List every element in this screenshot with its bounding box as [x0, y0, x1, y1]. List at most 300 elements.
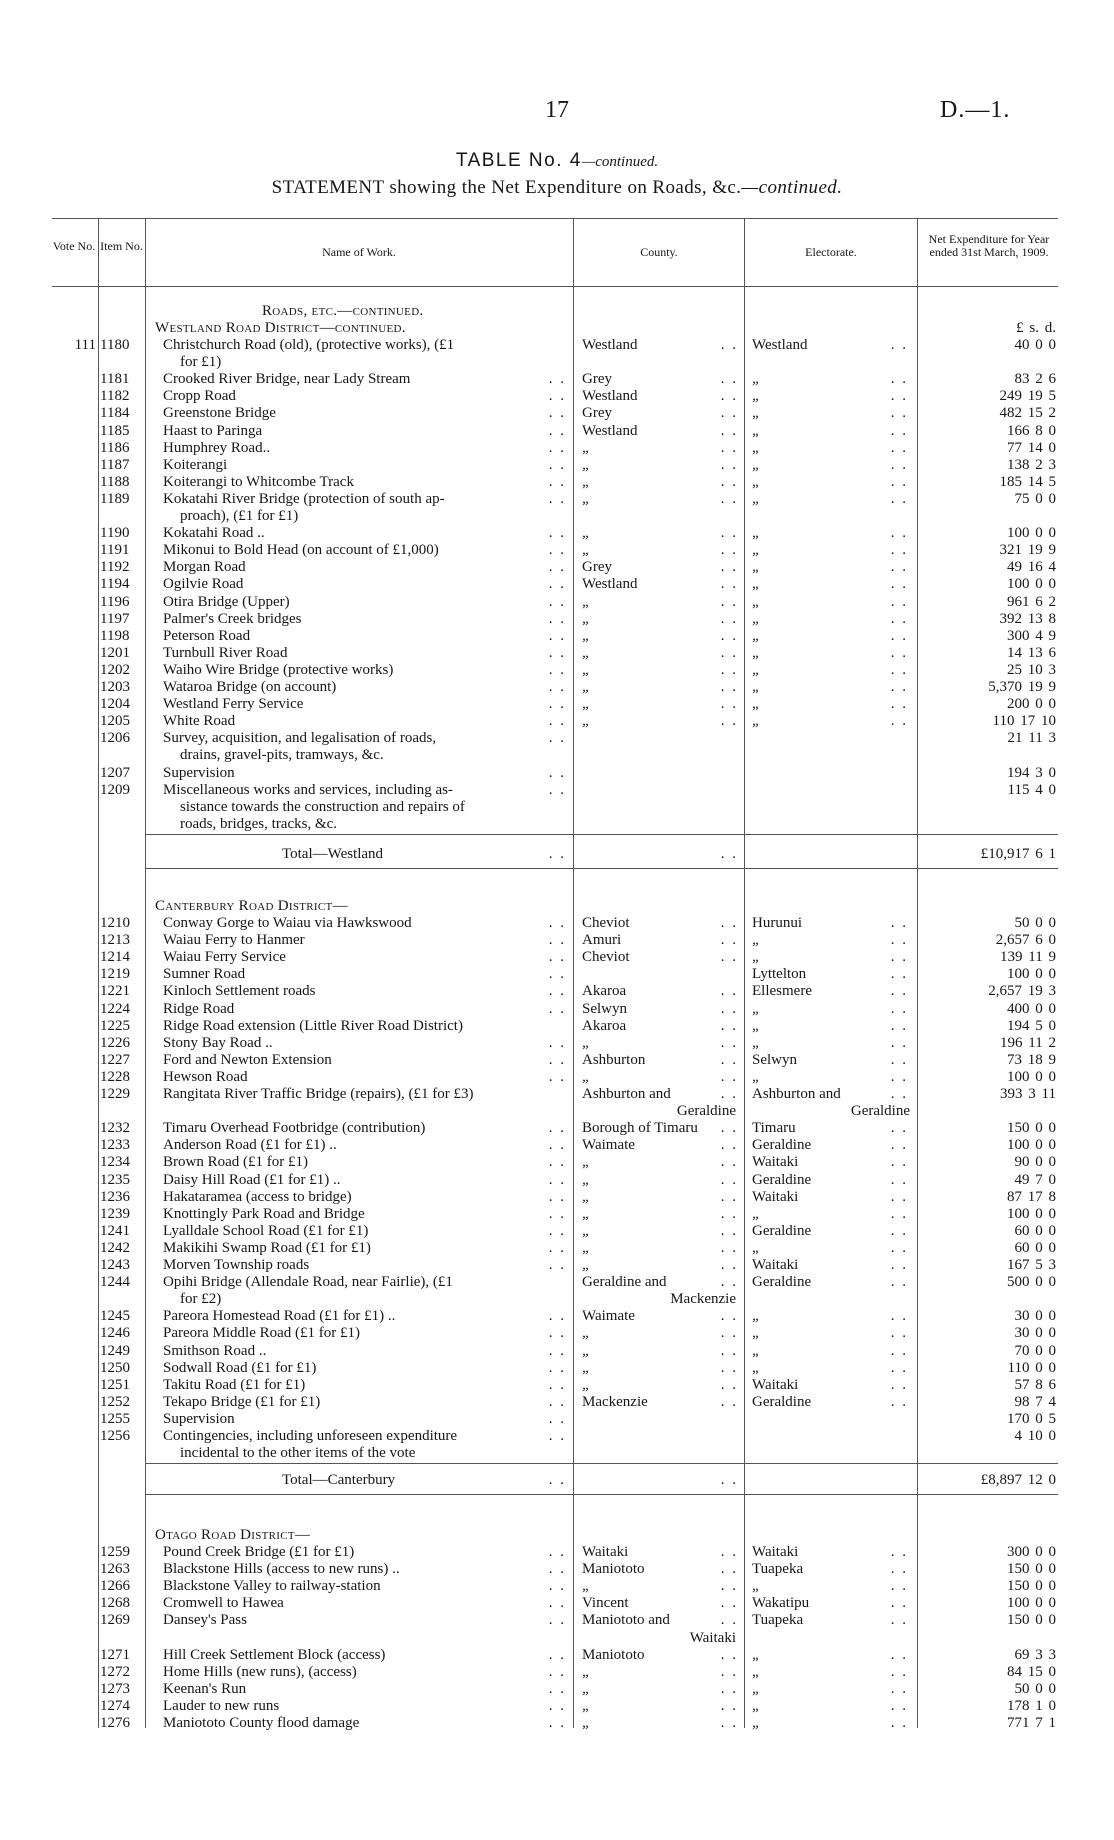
electorate-name: „	[752, 644, 761, 661]
work-name: Takitu Road (£1 for £1)	[163, 1376, 306, 1393]
net-expenditure: 90 0 0	[1014, 1154, 1056, 1171]
leader-dots: . .	[720, 1274, 738, 1291]
district-heading-row	[0, 1527, 1114, 1544]
work-name: Survey, acquisition, and legalisation of roads,	[163, 730, 437, 747]
leader-dots: . .	[890, 576, 908, 593]
district-heading-westland: Westland Road District—continued.	[155, 320, 406, 336]
electorate-name: „	[752, 1697, 761, 1714]
electorate-name: „	[752, 610, 761, 627]
leader-dots: . .	[548, 1171, 566, 1188]
work-name: Anderson Road (£1 for £1) ..	[163, 1137, 337, 1154]
leader-dots: . .	[720, 696, 738, 713]
leader-dots: . .	[720, 846, 738, 862]
item-number: 1272	[100, 1663, 130, 1680]
table-row	[0, 696, 1114, 713]
item-number: 1190	[100, 525, 130, 542]
item-number: 1194	[100, 576, 130, 593]
leader-dots: . .	[890, 1154, 908, 1171]
table-row	[0, 747, 1114, 764]
leader-dots: . .	[890, 405, 908, 422]
leader-dots: . .	[890, 966, 908, 983]
net-expenditure: 100 0 0	[1007, 1205, 1056, 1222]
leader-dots: . .	[890, 371, 908, 388]
net-expenditure: 84 15 0	[1007, 1663, 1056, 1680]
leader-dots: . .	[890, 1376, 908, 1393]
county-name: „	[582, 1663, 591, 1680]
leader-dots: . .	[720, 1561, 738, 1578]
county-name: „	[582, 1325, 591, 1342]
table-row	[0, 1612, 1114, 1629]
county-name: Westland	[582, 422, 638, 439]
table-row	[0, 1291, 1114, 1308]
leader-dots: . .	[720, 1359, 738, 1376]
work-name: Miscellaneous works and services, including as-	[163, 781, 453, 798]
net-expenditure: 77 14 0	[1007, 439, 1056, 456]
work-name: Haast to Paringa	[163, 422, 263, 439]
electorate-name: Waitaki	[752, 1154, 799, 1171]
statement-main: STATEMENT showing the Net Expenditure on Roads, &c.	[271, 177, 742, 198]
electorate-name: „	[752, 932, 761, 949]
county-name: Waitaki	[689, 1629, 736, 1646]
work-name: Hakataramea (access to bridge)	[163, 1188, 352, 1205]
net-expenditure: 2,657 19 3	[988, 983, 1056, 1000]
electorate-name: „	[752, 405, 761, 422]
net-expenditure: 115 4 0	[1007, 781, 1056, 798]
item-number: 1192	[100, 559, 130, 576]
table-row	[0, 1664, 1114, 1681]
item-number: 1250	[100, 1359, 130, 1376]
leader-dots: . .	[720, 932, 738, 949]
work-name: proach), (£1 for £1)	[180, 508, 299, 524]
table-row	[0, 1189, 1114, 1206]
leader-dots: . .	[720, 915, 738, 931]
net-expenditure: 49 16 4	[1007, 559, 1056, 576]
work-name: Knottingly Park Road and Bridge	[163, 1205, 365, 1222]
county-name: „	[582, 1034, 591, 1051]
electorate-name: „	[752, 559, 761, 576]
item-number: 1205	[100, 713, 130, 730]
net-expenditure: 393 3 11	[1000, 1086, 1056, 1102]
leader-dots: . .	[548, 1325, 566, 1342]
county-name: Grey	[582, 559, 612, 576]
leader-dots: . .	[890, 1171, 908, 1188]
electorate-name: Ellesmere	[752, 983, 812, 1000]
net-expenditure: 30 0 0	[1014, 1325, 1056, 1342]
electorate-name: „	[752, 388, 761, 405]
leader-dots: . .	[890, 932, 908, 949]
work-name: Conway Gorge to Waiau via Hawkswood	[163, 915, 412, 931]
net-expenditure: 194 3 0	[1007, 764, 1056, 781]
item-number: 1245	[100, 1308, 130, 1325]
item-number: 1204	[100, 696, 130, 713]
county-name: „	[582, 1188, 591, 1205]
net-expenditure: 194 5 0	[1007, 1017, 1056, 1034]
net-expenditure: 100 0 0	[1007, 576, 1056, 593]
electorate-name: „	[752, 1663, 761, 1680]
work-name: Tekapo Bridge (£1 for £1)	[163, 1393, 321, 1410]
electorate-name: „	[752, 1342, 761, 1359]
electorate-name: „	[752, 1646, 761, 1663]
table-row	[0, 1647, 1114, 1664]
work-name: Cromwell to Hawea	[163, 1595, 284, 1612]
county-name: Maniototo	[582, 1561, 645, 1578]
item-number: 1196	[100, 593, 130, 610]
item-number: 1184	[100, 405, 130, 422]
electorate-name: „	[752, 949, 761, 966]
item-number: 1241	[100, 1222, 130, 1239]
electorate-name: „	[752, 1034, 761, 1051]
work-name: Sumner Road	[163, 966, 246, 983]
electorate-name: „	[752, 593, 761, 610]
table-row	[0, 1154, 1114, 1171]
item-number: 1221	[100, 983, 130, 1000]
leader-dots: . .	[548, 1544, 566, 1560]
item-number: 1266	[100, 1578, 130, 1595]
table-row	[0, 542, 1114, 559]
table-row	[0, 1411, 1114, 1428]
leader-dots: . .	[720, 1376, 738, 1393]
leader-dots: . .	[890, 627, 908, 644]
table-row	[0, 645, 1114, 662]
leader-dots: . .	[890, 593, 908, 610]
item-number: 1234	[100, 1154, 130, 1171]
leader-dots: . .	[548, 559, 566, 576]
vote-number: 111	[74, 337, 96, 353]
item-number: 1229	[100, 1086, 130, 1102]
currency-header: £ s. d.	[1016, 320, 1056, 336]
leader-dots: . .	[548, 439, 566, 456]
total-canterbury-row	[0, 1472, 1114, 1489]
net-expenditure: 57 8 6	[1014, 1376, 1056, 1393]
net-expenditure: 150 0 0	[1007, 1612, 1056, 1629]
leader-dots: . .	[720, 456, 738, 473]
work-name: Keenan's Run	[163, 1680, 247, 1697]
table-row	[0, 337, 1114, 354]
item-number: 1185	[100, 422, 130, 439]
county-name: Akaroa	[582, 1017, 627, 1034]
total-westland-row	[0, 846, 1114, 863]
leader-dots: . .	[720, 1697, 738, 1714]
net-expenditure: 70 0 0	[1014, 1342, 1056, 1359]
county-name: „	[582, 1359, 591, 1376]
leader-dots: . .	[548, 1308, 566, 1325]
table-row	[0, 730, 1114, 747]
net-expenditure: 50 0 0	[1014, 1680, 1056, 1697]
leader-dots: . .	[720, 1715, 738, 1731]
leader-dots: . .	[548, 1257, 566, 1273]
electorate-name: „	[752, 422, 761, 439]
work-name: Peterson Road	[163, 627, 251, 644]
leader-dots: . .	[548, 932, 566, 949]
item-number: 1239	[100, 1205, 130, 1222]
page-number: 17	[545, 97, 569, 123]
county-name: „	[582, 593, 591, 610]
item-number: 1256	[100, 1428, 130, 1444]
county-name: Waitaki	[582, 1544, 629, 1560]
leader-dots: . .	[720, 1086, 738, 1102]
leader-dots: . .	[890, 1325, 908, 1342]
net-expenditure: 49 7 0	[1014, 1171, 1056, 1188]
leader-dots: . .	[548, 713, 566, 730]
leader-dots: . .	[548, 966, 566, 983]
table-row	[0, 1360, 1114, 1377]
table-row	[0, 508, 1114, 525]
item-number: 1271	[100, 1646, 130, 1663]
work-name: Kinloch Settlement roads	[163, 983, 316, 1000]
leader-dots: . .	[548, 1051, 566, 1068]
item-number: 1274	[100, 1697, 130, 1714]
electorate-name: Waitaki	[752, 1188, 799, 1205]
net-expenditure: 170 0 5	[1007, 1410, 1056, 1427]
table-title-main: TABLE No. 4	[455, 150, 582, 171]
table-row	[0, 1103, 1114, 1120]
work-name: for £2)	[180, 1291, 222, 1308]
item-number: 1226	[100, 1034, 130, 1051]
table-row	[0, 423, 1114, 440]
leader-dots: . .	[890, 439, 908, 456]
leader-dots: . .	[720, 473, 738, 490]
net-expenditure: 185 14 5	[999, 473, 1056, 490]
leader-dots: . .	[720, 371, 738, 388]
leader-dots: . .	[890, 1595, 908, 1612]
leader-dots: . .	[548, 1561, 566, 1578]
electorate-name: „	[752, 542, 761, 559]
leader-dots: . .	[890, 1544, 908, 1560]
total-canterbury-amount: £8,897 12 0	[980, 1472, 1056, 1488]
net-expenditure: 166 8 0	[1007, 422, 1056, 439]
table-row	[0, 1445, 1114, 1462]
county-name: „	[582, 490, 591, 507]
county-name: „	[582, 1154, 591, 1171]
leader-dots: . .	[720, 1544, 738, 1560]
table-row	[0, 1681, 1114, 1698]
net-expenditure: 83 2 6	[1014, 371, 1056, 388]
net-expenditure: 75 0 0	[1014, 490, 1056, 507]
leader-dots: . .	[548, 525, 566, 542]
work-name: Hewson Road	[163, 1068, 248, 1085]
total-westland-amount: £10,917 6 1	[980, 846, 1056, 862]
work-name: Stony Bay Road ..	[163, 1034, 273, 1051]
work-name: Pareora Homestead Road (£1 for £1) ..	[163, 1308, 396, 1325]
work-name: Daisy Hill Road (£1 for £1) ..	[163, 1171, 341, 1188]
work-name: Koiterangi	[163, 456, 228, 473]
work-name: Waiau Ferry Service	[163, 949, 286, 966]
county-name: „	[582, 439, 591, 456]
table-row	[0, 713, 1114, 730]
work-name: Timaru Overhead Footbridge (contribution)	[163, 1120, 426, 1137]
work-name: Waiho Wire Bridge (protective works)	[163, 661, 394, 678]
electorate-name: „	[752, 576, 761, 593]
work-name: Rangitata River Traffic Bridge (repairs), (£1 for £3)	[163, 1086, 474, 1102]
leader-dots: . .	[890, 696, 908, 713]
item-number: 1235	[100, 1171, 130, 1188]
electorate-name: Selwyn	[752, 1051, 797, 1068]
net-expenditure: 300 4 9	[1007, 627, 1056, 644]
electorate-name: „	[752, 1205, 761, 1222]
table-row	[0, 1343, 1114, 1360]
table-row	[0, 474, 1114, 491]
electorate-name: „	[752, 1680, 761, 1697]
item-number: 1255	[100, 1410, 130, 1427]
work-name: for £1)	[180, 354, 222, 371]
electorate-name: Geraldine	[752, 1393, 812, 1410]
net-expenditure: 4 10 0	[1014, 1428, 1056, 1444]
electorate-name: Geraldine	[752, 1274, 812, 1291]
leader-dots: . .	[720, 1578, 738, 1595]
district-heading-row	[0, 898, 1114, 915]
item-number: 1181	[100, 371, 130, 388]
electorate-name: „	[752, 456, 761, 473]
leader-dots: . .	[890, 422, 908, 439]
work-name: roads, bridges, tracks, &c.	[180, 815, 338, 832]
total-canterbury-rule	[145, 1463, 1058, 1464]
leader-dots: . .	[890, 1612, 908, 1629]
leader-dots: . .	[548, 1578, 566, 1595]
county-name: „	[582, 696, 591, 713]
net-expenditure: 87 17 8	[1007, 1188, 1056, 1205]
leader-dots: . .	[720, 1680, 738, 1697]
net-expenditure: 300 0 0	[1007, 1544, 1056, 1560]
leader-dots: . .	[548, 490, 566, 507]
table-row	[0, 371, 1114, 388]
leader-dots: . .	[890, 1561, 908, 1578]
item-number: 1187	[100, 456, 130, 473]
table-row	[0, 525, 1114, 542]
leader-dots: . .	[548, 781, 566, 798]
leader-dots: . .	[548, 1646, 566, 1663]
table-row	[0, 1172, 1114, 1189]
leader-dots: . .	[890, 1680, 908, 1697]
table-row	[0, 1086, 1114, 1103]
work-name: Palmer's Creek bridges	[163, 610, 302, 627]
table-row	[0, 782, 1114, 799]
leader-dots: . .	[548, 1410, 566, 1427]
header-bottom-rule	[52, 286, 1058, 287]
leader-dots: . .	[548, 1595, 566, 1612]
leader-dots: . .	[548, 1663, 566, 1680]
leader-dots: . .	[890, 337, 908, 353]
item-number: 1268	[100, 1595, 130, 1612]
leader-dots: . .	[890, 525, 908, 542]
leader-dots: . .	[720, 1051, 738, 1068]
leader-dots: . .	[720, 1171, 738, 1188]
table-row	[0, 559, 1114, 576]
document-reference: D.—1.	[940, 97, 1011, 123]
work-name: Home Hills (new runs), (access)	[163, 1663, 357, 1680]
county-name: „	[582, 473, 591, 490]
table-title-suffix: —continued.	[581, 154, 659, 170]
leader-dots: . .	[890, 1257, 908, 1273]
electorate-name: „	[752, 1000, 761, 1017]
work-name: Cropp Road	[163, 388, 236, 405]
item-number: 1210	[100, 915, 130, 931]
item-number: 1202	[100, 661, 130, 678]
electorate-name: „	[752, 371, 761, 388]
item-number: 1273	[100, 1680, 130, 1697]
leader-dots: . .	[548, 473, 566, 490]
county-name: Mackenzie	[582, 1393, 648, 1410]
work-name: Greenstone Bridge	[163, 405, 276, 422]
county-name: Geraldine	[676, 1103, 736, 1120]
electorate-name: Hurunui	[752, 915, 802, 931]
item-number: 1228	[100, 1068, 130, 1085]
leader-dots: . .	[548, 1715, 566, 1731]
leader-dots: . .	[720, 1612, 738, 1629]
item-number: 1276	[100, 1715, 130, 1731]
net-expenditure: 100 0 0	[1007, 1595, 1056, 1612]
electorate-name: „	[752, 1239, 761, 1256]
electorate-name: Geraldine	[752, 1137, 812, 1154]
leader-dots: . .	[890, 644, 908, 661]
table-row	[0, 799, 1114, 816]
county-name: „	[582, 661, 591, 678]
leader-dots: . .	[890, 1086, 908, 1102]
leader-dots: . .	[720, 1342, 738, 1359]
work-name: Ogilvie Road	[163, 576, 244, 593]
table-row	[0, 491, 1114, 508]
leader-dots: . .	[720, 1393, 738, 1410]
electorate-name: „	[752, 1578, 761, 1595]
leader-dots: . .	[548, 593, 566, 610]
county-name: „	[582, 679, 591, 695]
leader-dots: . .	[720, 405, 738, 422]
leader-dots: . .	[548, 1222, 566, 1239]
item-number: 1244	[100, 1274, 130, 1291]
item-number: 1191	[100, 542, 130, 559]
leader-dots: . .	[548, 371, 566, 388]
work-name: Lyalldale School Road (£1 for £1)	[163, 1222, 369, 1239]
item-number: 1180	[100, 337, 130, 353]
county-name: Maniototo	[582, 1646, 645, 1663]
county-name: Amuri	[582, 932, 622, 949]
electorate-name: Ashburton and	[752, 1086, 841, 1102]
item-number: 1197	[100, 610, 130, 627]
item-number: 1269	[100, 1612, 130, 1629]
leader-dots: . .	[548, 1680, 566, 1697]
item-number: 1188	[100, 473, 130, 490]
net-expenditure: 150 0 0	[1007, 1578, 1056, 1595]
leader-dots: . .	[548, 1000, 566, 1017]
item-number: 1232	[100, 1120, 130, 1137]
leader-dots: . .	[548, 1120, 566, 1137]
table-row	[0, 354, 1114, 371]
item-number: 1233	[100, 1137, 130, 1154]
work-name: Pareora Middle Road (£1 for £1)	[163, 1325, 361, 1342]
work-name: sistance towards the construction and repairs of	[180, 798, 465, 815]
item-number: 1182	[100, 388, 130, 405]
leader-dots: . .	[720, 1154, 738, 1171]
net-expenditure: 249 19 5	[999, 388, 1056, 405]
electorate-name: „	[752, 1715, 761, 1731]
item-number: 1251	[100, 1376, 130, 1393]
table-row	[0, 611, 1114, 628]
county-name: „	[582, 1376, 591, 1393]
net-expenditure: 138 2 3	[1007, 456, 1056, 473]
leader-dots: . .	[890, 1646, 908, 1663]
leader-dots: . .	[720, 1257, 738, 1273]
leader-dots: . .	[720, 627, 738, 644]
electorate-name: „	[752, 490, 761, 507]
work-name: Lauder to new runs	[163, 1697, 280, 1714]
work-name: Wataroa Bridge (on account)	[163, 679, 337, 695]
electorate-name: „	[752, 696, 761, 713]
electorate-name: Waitaki	[752, 1257, 799, 1273]
table-row	[0, 1595, 1114, 1612]
leader-dots: . .	[720, 661, 738, 678]
leader-dots: . .	[720, 1595, 738, 1612]
leader-dots: . .	[548, 983, 566, 1000]
work-name: Blackstone Hills (access to new runs) ..	[163, 1561, 400, 1578]
